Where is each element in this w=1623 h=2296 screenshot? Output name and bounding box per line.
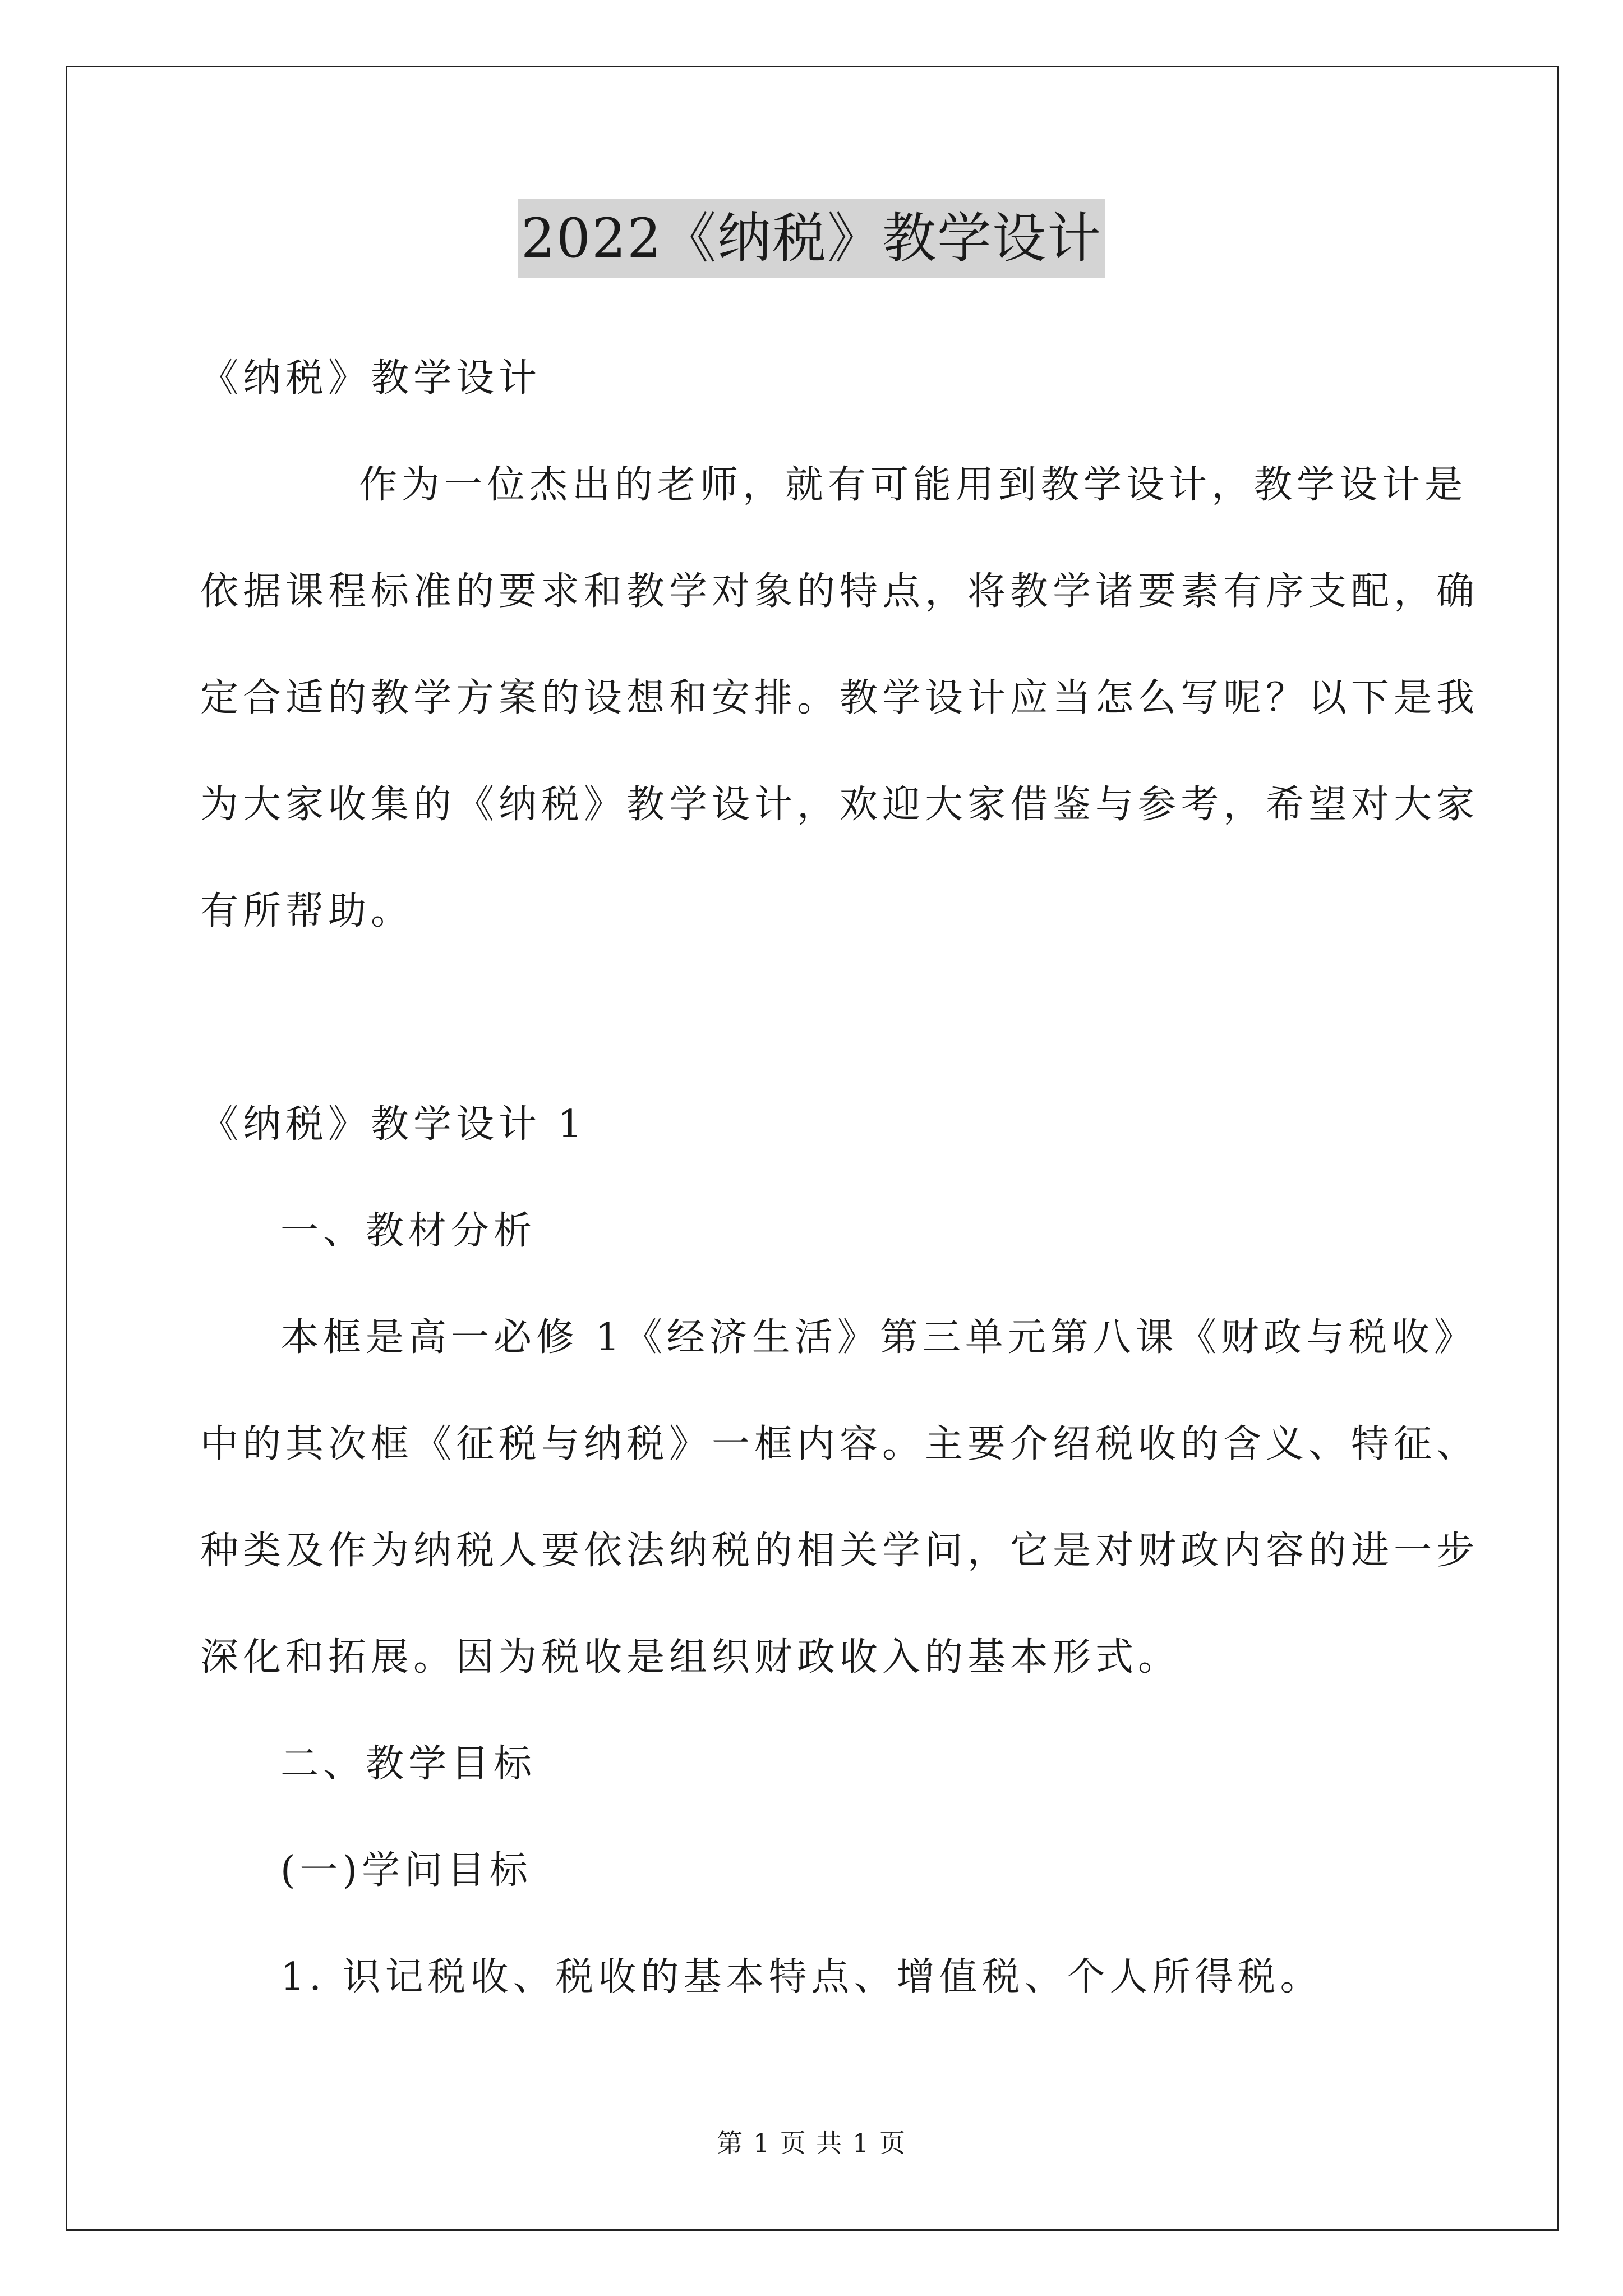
part2-item-1: 1. 识记税收、税收的基本特点、增值税、个人所得税。 [280,1955,1323,1999]
intro-line-4: 为大家收集的《纳税》教学设计，欢迎大家借鉴与参考，希望对大家 [200,783,1479,827]
section-heading: 《纳税》教学设计 1 [200,1102,587,1147]
part2-heading: 二、教学目标 [280,1742,537,1786]
part1-heading: 一、教材分析 [280,1209,537,1253]
document-subtitle: 《纳税》教学设计 [200,356,542,401]
intro-line-1: 作为一位杰出的老师，就有可能用到教学设计，教学设计是 [359,463,1468,507]
intro-line-2: 依据课程标准的要求和教学对象的特点，将教学诸要素有序支配，确 [200,569,1479,614]
intro-line-5: 有所帮助。 [200,889,414,933]
part1-line-1: 本框是高一必修 1《经济生活》第三单元第八课《财政与税收》 [280,1315,1477,1360]
part2-sub-heading: (一)学问目标 [280,1848,533,1893]
part1-line-3: 种类及作为纳税人要依法纳税的相关学问，它是对财政内容的进一步 [200,1529,1479,1573]
intro-line-3: 定合适的教学方案的设想和安排。教学设计应当怎么写呢？以下是我 [200,676,1479,720]
document-title: 2022《纳税》教学设计 [518,199,1105,278]
page-footer: 第 1 页 共 1 页 [717,2128,906,2158]
title-container [0,199,1623,278]
part1-line-4: 深化和拓展。因为税收是组织财政收入的基本形式。 [200,1635,1181,1680]
part1-line-2: 中的其次框《征税与纳税》一框内容。主要介绍税收的含义、特征、 [200,1422,1479,1466]
